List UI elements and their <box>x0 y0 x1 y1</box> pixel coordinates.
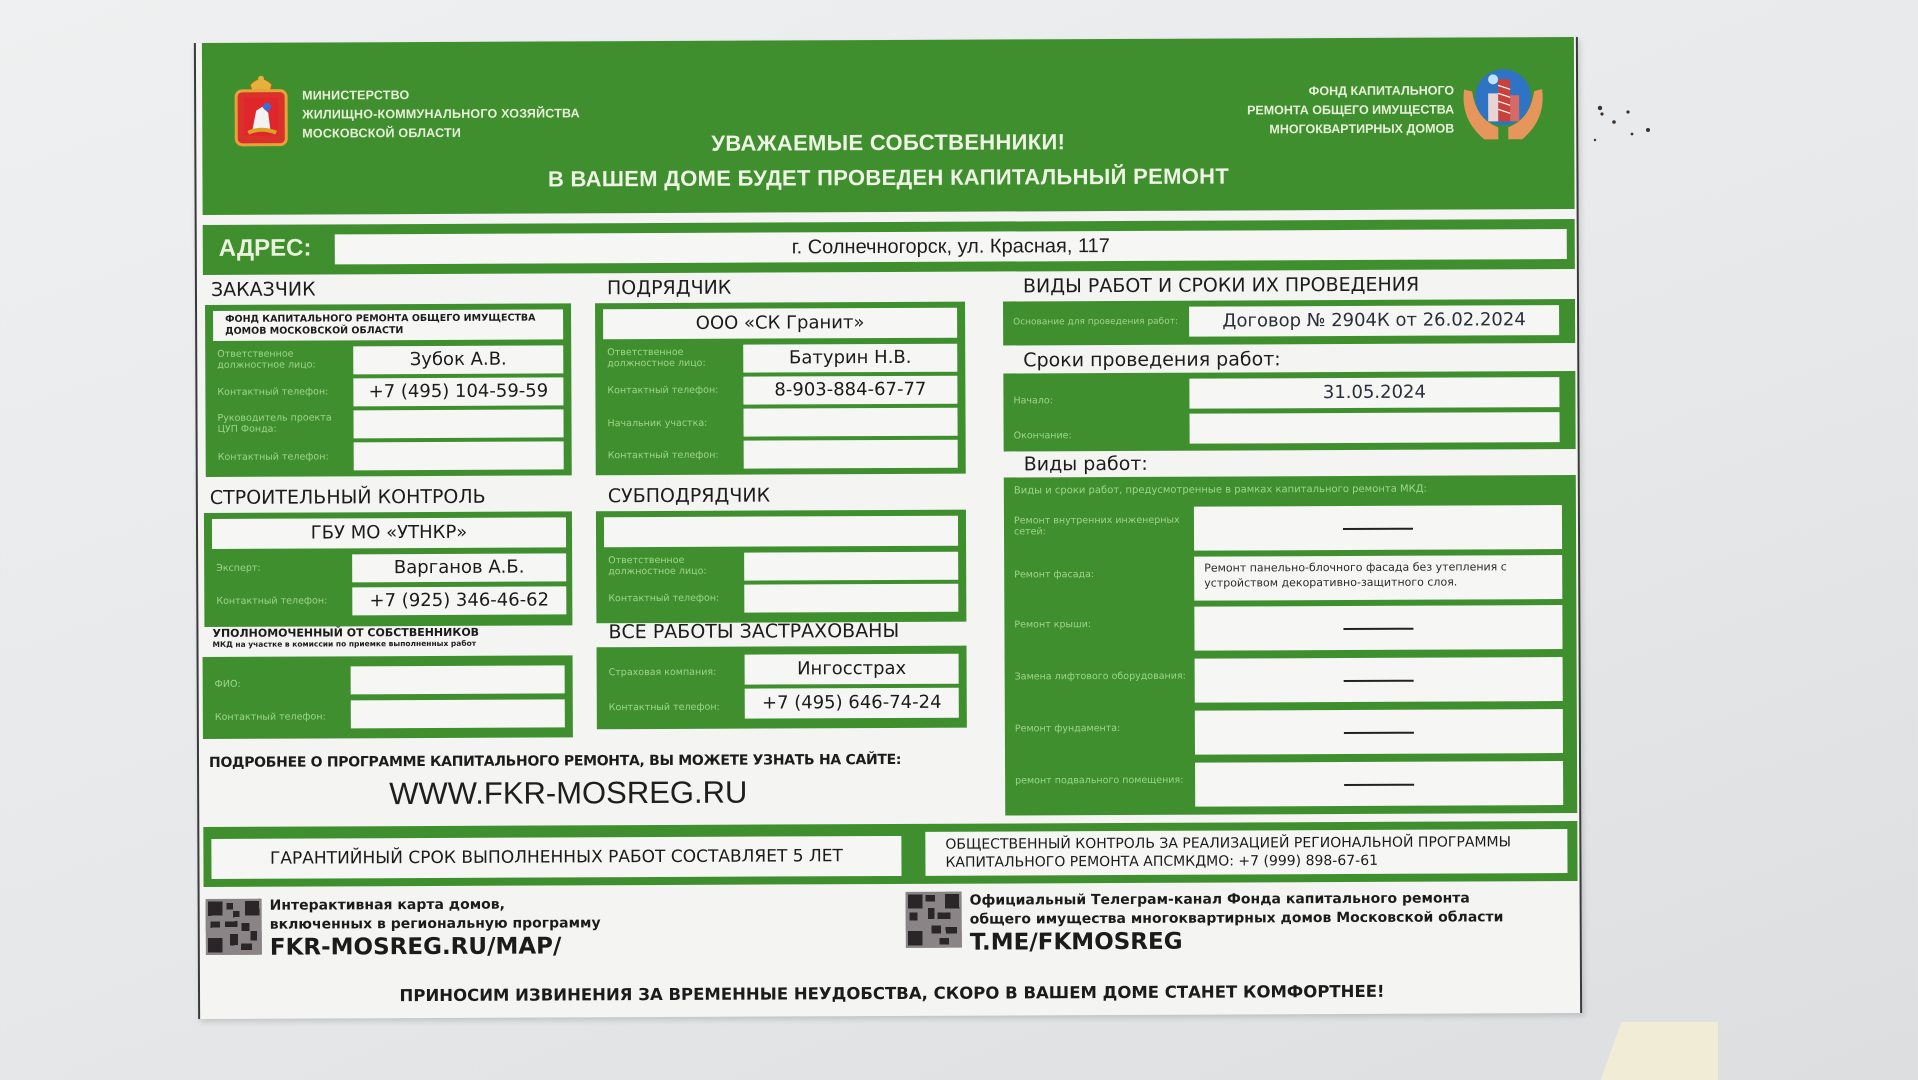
owners-rep-heading <box>212 626 479 649</box>
owners-rep-panel <box>203 655 573 739</box>
field-label: Начало: <box>1013 395 1053 407</box>
subcontractor-panel <box>596 510 966 624</box>
work-types-panel <box>1004 475 1577 815</box>
owners-rep-phone <box>351 699 565 728</box>
subcontractor-org <box>604 516 958 548</box>
dates-title: Сроки проведения работ: <box>1023 348 1281 372</box>
field-label: ФИО: <box>214 678 241 690</box>
website-intro: ПОДРОБНЕЕ О ПРОГРАММЕ КАПИТАЛЬНОГО РЕМОНТА, ВЫ МОЖЕТЕ УЗНАТЬ НА САЙТЕ: <box>208 751 902 771</box>
telegram-line2: общего имущества многоквартирных домов Московской области <box>969 909 1504 928</box>
dates-panel <box>1003 371 1575 451</box>
apology-text: ПРИНОСИМ ИЗВИНЕНИЯ ЗА ВРЕМЕННЫЕ НЕУДОБСТВА, СКОРО В ВАШЕМ ДОМЕ СТАНЕТ КОМФОРТНЕЕ! <box>399 981 1385 1006</box>
insurance-phone: +7 (495) 646-74-24 <box>745 688 959 719</box>
telegram-qr-code-icon[interactable] <box>906 892 962 948</box>
ministry-line: МОСКОВСКОЙ ОБЛАСТИ <box>302 125 462 141</box>
dash-icon <box>1343 627 1413 629</box>
sign-header <box>202 37 1575 215</box>
customer-phone: +7 (495) 104-59-59 <box>353 377 563 406</box>
owners-rep-subtitle: МКД на участке в комиссии по приемке выполненных работ <box>212 638 477 649</box>
capital-repair-sign <box>194 37 1582 1019</box>
customer-panel <box>205 303 572 477</box>
address-label: АДРЕС: <box>218 234 312 262</box>
dash-icon <box>1344 679 1414 681</box>
address-value: г. Солнечногорск, ул. Красная, 117 <box>335 229 1567 264</box>
title-line-1: УВАЖАЕМЫЕ СОБСТВЕННИКИ! <box>711 129 1066 156</box>
map-line1: Интерактивная карта домов, <box>269 896 505 914</box>
customer-title: ЗАКАЗЧИК <box>210 278 316 301</box>
address-band <box>203 219 1575 275</box>
field-label: Ответственное должностное лицо: <box>607 346 706 370</box>
telegram-line1: Официальный Телеграм-канал Фонда капитального ремонта <box>969 890 1470 909</box>
contractor-phone: 8-903-884-67-77 <box>743 376 957 405</box>
wall-debris-icon <box>1590 100 1660 160</box>
map-link[interactable]: FKR-MOSREG.RU/MAP/ <box>269 933 562 961</box>
works-basis-panel <box>1003 299 1575 345</box>
work-item-label: Ремонт внутренних инженерных сетей: <box>1013 514 1180 538</box>
work-item-value <box>1194 605 1562 651</box>
work-types-subtitle: Виды и сроки работ, предусмотренные в рамках капитального ремонта МКД: <box>1013 483 1427 497</box>
work-types-title: Виды работ: <box>1023 452 1148 476</box>
insurance-title: ВСЕ РАБОТЫ ЗАСТРАХОВАНЫ <box>608 619 900 644</box>
customer-manager-phone <box>354 441 564 470</box>
field-label: Эксперт: <box>216 562 261 574</box>
title-line-2: В ВАШЕМ ДОМЕ БУДЕТ ПРОВЕДЕН КАПИТАЛЬНЫЙ РЕМОНТ <box>547 163 1230 192</box>
start-date: 31.05.2024 <box>1189 377 1559 409</box>
ministry-line: МИНИСТЕРСТВО <box>302 88 410 103</box>
telegram-link[interactable]: T.ME/FKMOSREG <box>969 928 1183 956</box>
expert-phone: +7 (925) 346-46-62 <box>352 586 566 615</box>
bottom-green-band <box>203 821 1577 887</box>
field-label: Ответственное должностное лицо: <box>217 348 316 371</box>
public-control <box>925 829 1567 876</box>
customer-responsive-person: Зубок А.В. <box>353 345 563 374</box>
work-item-label: ремонт подвального помещения: <box>1015 774 1184 787</box>
website-url[interactable]: WWW.FKR-MOSREG.RU <box>389 774 748 812</box>
work-item-label: Ремонт фундамента: <box>1014 722 1121 735</box>
field-label: Контактный телефон: <box>608 592 720 605</box>
fund-line: МНОГОКВАРТИРНЫХ ДОМОВ <box>1269 121 1455 137</box>
customer-org: ФОНД КАПИТАЛЬНОГО РЕМОНТА ОБЩЕГО ИМУЩЕСТВА ДОМОВ МОСКОВСКОЙ ОБЛАСТИ <box>213 309 563 341</box>
work-item-value <box>1195 709 1563 755</box>
map-block <box>270 895 601 961</box>
field-label: Начальник участка: <box>607 417 708 430</box>
fund-line: ФОНД КАПИТАЛЬНОГО <box>1308 83 1455 99</box>
field-label: Руководитель проекта ЦУП Фонда: <box>217 412 332 435</box>
field-label: Контактный телефон: <box>607 449 719 462</box>
end-date <box>1190 412 1560 444</box>
public-control-line1: ОБЩЕСТВЕННЫЙ КОНТРОЛЬ ЗА РЕАЛИЗАЦИЕЙ РЕГИОНАЛЬНОЙ ПРОГРАММЫ <box>945 834 1512 853</box>
warranty-text: ГАРАНТИЙНЫЙ СРОК ВЫПОЛНЕННЫХ РАБОТ СОСТАВЛЯЕТ 5 ЛЕТ <box>211 836 901 879</box>
contractor-title: ПОДРЯДЧИК <box>606 276 732 300</box>
contractor-responsive-person: Батурин Н.В. <box>743 344 957 373</box>
work-item-value <box>1195 657 1563 703</box>
dash-icon <box>1343 527 1413 529</box>
subcontractor-title: СУБПОДРЯДЧИК <box>607 484 771 508</box>
subcontractor-responsive-person <box>744 552 958 581</box>
field-label: Контактный телефон: <box>608 701 720 714</box>
construction-control-panel <box>204 511 572 627</box>
fund-line: РЕМОНТА ОБЩЕГО ИМУЩЕСТВА <box>1247 102 1455 118</box>
customer-project-manager <box>353 409 563 438</box>
work-item-label: Ремонт фасада: <box>1014 569 1095 581</box>
field-label: Контактный телефон: <box>216 595 328 607</box>
hands-holding-buildings-globe-icon <box>1458 59 1548 149</box>
field-label: Окончание: <box>1013 430 1072 442</box>
subcontractor-phone <box>744 584 958 613</box>
expert-name: Варганов А.Б. <box>352 553 566 582</box>
field-label: Основание для проведения работ: <box>1013 316 1179 328</box>
work-item-label: Ремонт крыши: <box>1014 619 1092 631</box>
works-title: ВИДЫ РАБОТ И СРОКИ ИХ ПРОВЕДЕНИЯ <box>1022 273 1420 298</box>
insurance-panel <box>597 646 967 730</box>
contractor-org: ООО «СК Гранит» <box>603 308 957 340</box>
field-label: Контактный телефон: <box>607 384 719 397</box>
construction-control-title: СТРОИТЕЛЬНЫЙ КОНТРОЛЬ <box>209 485 486 509</box>
field-label: Контактный телефон: <box>217 386 329 398</box>
owners-rep-title: УПОЛНОМОЧЕННЫЙ ОТ СОБСТВЕННИКОВ <box>212 625 480 640</box>
works-basis-value: Договор № 2904К от 26.02.2024 <box>1189 305 1559 337</box>
tape-piece <box>1600 1022 1718 1080</box>
dash-icon <box>1344 783 1414 785</box>
work-item-value-facade: Ремонт панельно-блочного фасада без утепления с устройством декоративно-защитного слоя. <box>1194 555 1562 601</box>
field-label: Страховая компания: <box>608 666 717 679</box>
public-control-line2: КАПИТАЛЬНОГО РЕМОНТА АПСМКДМО: +7 (999) 898-67-61 <box>945 852 1379 871</box>
insurance-company: Ингосстрах <box>745 654 959 685</box>
work-item-value <box>1194 505 1562 551</box>
field-label: Контактный телефон: <box>214 711 326 723</box>
fund-name <box>1247 82 1454 140</box>
map-line2: включенных в региональную программу <box>269 915 601 933</box>
telegram-block <box>970 889 1504 956</box>
ministry-line: ЖИЛИЩНО-КОММУНАЛЬНОГО ХОЗЯЙСТВА <box>302 106 580 122</box>
field-label: Контактный телефон: <box>217 451 329 463</box>
construction-control-org: ГБУ МО «УТНКР» <box>212 517 566 549</box>
contractor-panel <box>595 302 966 476</box>
dash-icon <box>1344 731 1414 733</box>
work-item-label: Замена лифтового оборудования: <box>1014 670 1186 683</box>
contractor-site-manager <box>743 408 957 437</box>
contractor-site-manager-phone <box>744 440 958 469</box>
map-qr-code-icon[interactable] <box>206 899 262 955</box>
owners-rep-name <box>351 665 565 694</box>
field-label: Ответственное должностное лицо: <box>608 554 707 578</box>
work-item-value <box>1195 761 1563 807</box>
